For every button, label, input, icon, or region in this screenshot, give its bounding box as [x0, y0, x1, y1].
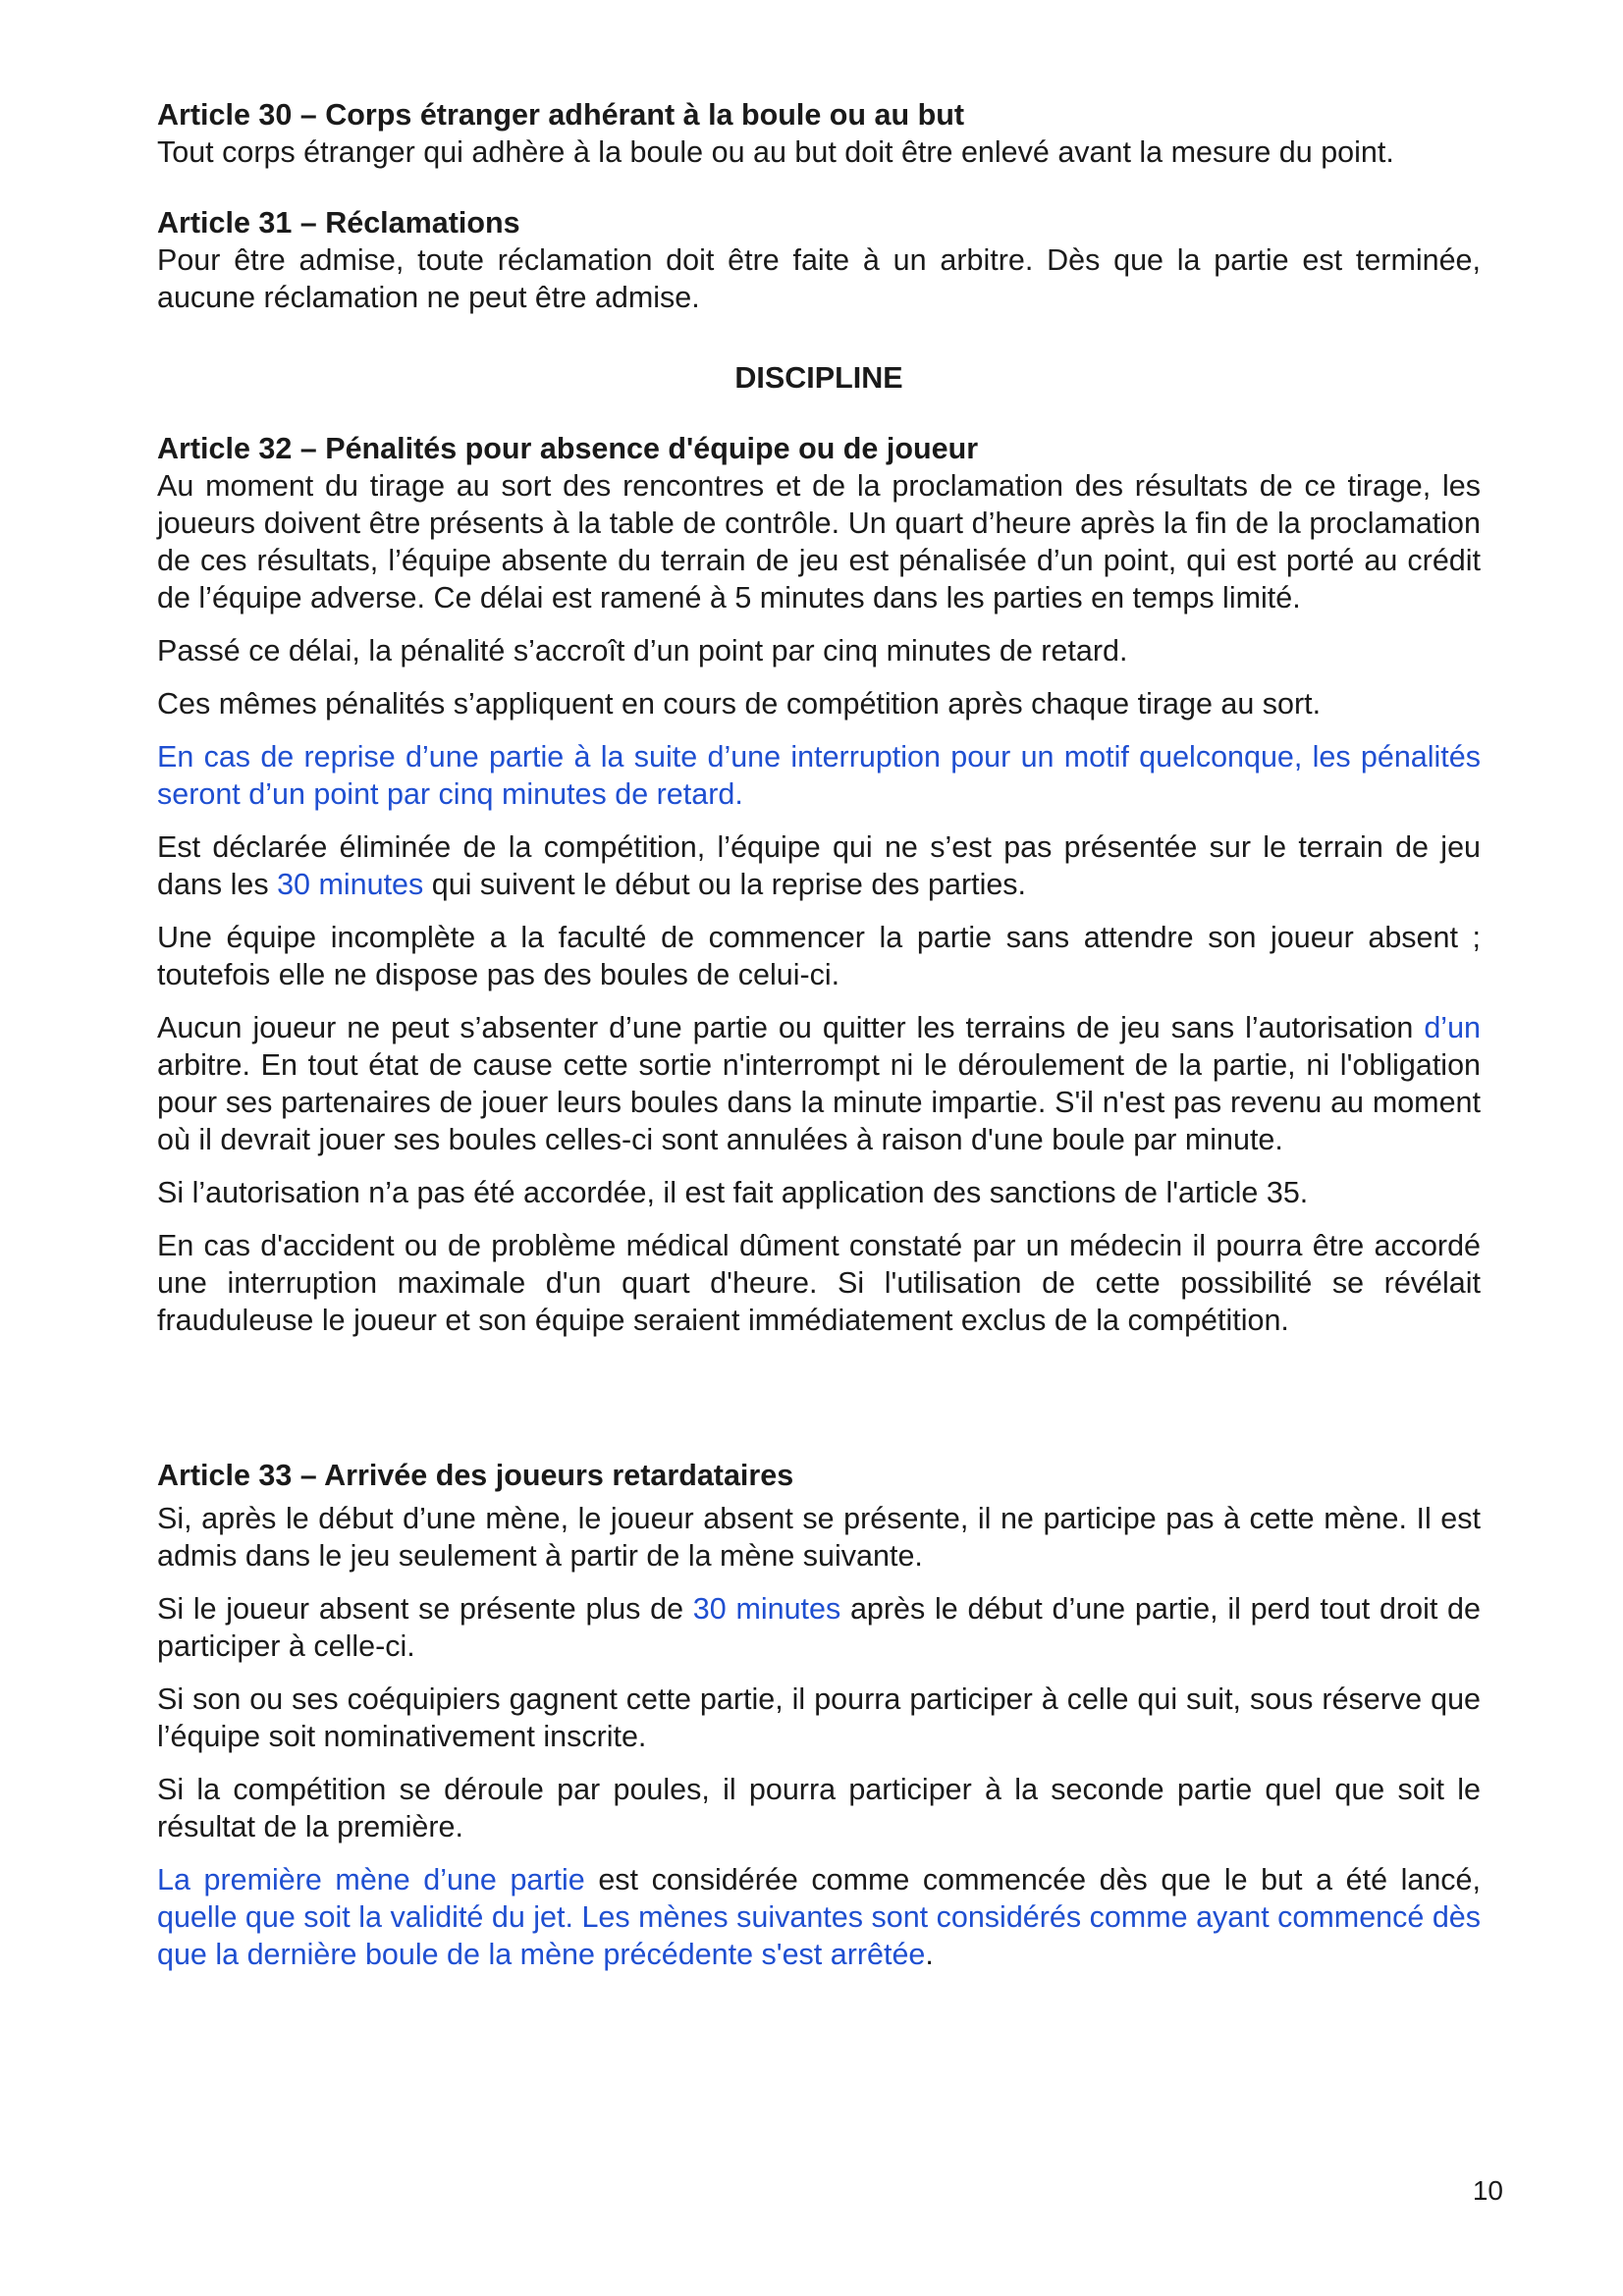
article-30-text: Tout corps étranger qui adhère à la boule ou au but doit être enlevé avant la mesure du point. [157, 135, 1394, 169]
article-31-title: Article 31 – Réclamations [157, 206, 520, 240]
page-number: 10 [1472, 2175, 1503, 2206]
article-32-paragraph-4: En cas de reprise d’une partie à la suite d’une interruption pour un motif quelconque, les pénalités seront d’un point par cinq minutes de retard. [157, 740, 1481, 811]
article-32-paragraph-5 [157, 828, 1481, 903]
article-33-paragraph-3: Si son ou ses coéquipiers gagnent cette partie, il pourra participer à celle qui suit, sous réserve que l’équipe soit nominativement inscrite. [157, 1682, 1481, 1753]
text-run: . [925, 1938, 934, 1971]
article-33-paragraph-4: Si la compétition se déroule par poules, il pourra participer à la seconde partie quel que soit le résultat de la première. [157, 1773, 1481, 1843]
article-32-paragraph-2: Passé ce délai, la pénalité s’accroît d’un point par cinq minutes de retard. [157, 634, 1128, 667]
text-run: arbitre. En tout état de cause cette sortie n'interrompt ni le déroulement de la partie, ni l'obligation pour ses partenaires de jouer leurs boules dans la minute impartie. S'il n'est pas revenu au moment où il devrait jouer ses boules celles-ci sont annulées à raison d'une boule par minute. [157, 1048, 1481, 1156]
article-33-paragraph-5 [157, 1861, 1481, 1973]
text-run: après le début d’une partie, il perd tout droit de participer à celle-ci. [157, 1592, 1481, 1663]
highlighted-text: La première mène d’une partie [157, 1863, 585, 1896]
article-33-paragraph-2 [157, 1590, 1481, 1665]
article-32-paragraph-1: Au moment du tirage au sort des rencontres et de la proclamation des résultats de ce tirage, les joueurs doivent être présents à la table de contrôle. Un quart d’heure après la fin de la proclamation de ces résultats, l’équipe absente du terrain de jeu est pénalisée d’un point, qui est porté au crédit de l’équipe adverse. Ce délai est ramené à 5 minutes dans les parties en temps limité. [157, 469, 1481, 614]
text-run: qui suivent le début ou la reprise des parties. [423, 868, 1027, 901]
article-32-paragraph-3: Ces mêmes pénalités s’appliquent en cours de compétition après chaque tirage au sort. [157, 687, 1322, 721]
document-page [157, 96, 1481, 1973]
article-30-title: Article 30 – Corps étranger adhérant à la boule ou au but [157, 98, 964, 132]
article-32-paragraph-8: Si l’autorisation n’a pas été accordée, il est fait application des sanctions de l'article 35. [157, 1176, 1309, 1209]
article-33-paragraph-1: Si, après le début d’une mène, le joueur absent se présente, il ne participe pas à cette mène. Il est admis dans le jeu seulement à partir de la mène suivante. [157, 1502, 1481, 1573]
highlighted-text: 30 minutes [277, 868, 424, 901]
section-title-discipline: DISCIPLINE [734, 361, 903, 395]
text-run: Est déclarée éliminée de la compétition, l’équipe qui ne s’est pas présentée sur le terrain de jeu dans les [157, 830, 1481, 901]
text-run: Si le joueur absent se présente plus de [157, 1592, 693, 1626]
article-32-paragraph-7 [157, 1009, 1481, 1158]
article-31-text: Pour être admise, toute réclamation doit être faite à un arbitre. Dès que la partie est terminée, aucune réclamation ne peut être admise. [157, 243, 1481, 314]
article-33-title: Article 33 – Arrivée des joueurs retardataires [157, 1459, 794, 1492]
article-32-paragraph-6: Une équipe incomplète a la faculté de commencer la partie sans attendre son joueur absent ; toutefois elle ne dispose pas des boules de celui-ci. [157, 921, 1481, 991]
highlighted-text: d’un [1424, 1011, 1481, 1044]
article-32-title: Article 32 – Pénalités pour absence d'équipe ou de joueur [157, 432, 979, 465]
text-run: est considérée comme commencée dès que le but a été lancé, [584, 1863, 1481, 1896]
highlighted-text: 30 minutes [692, 1592, 841, 1626]
highlighted-text: quelle que soit la validité du jet. Les mènes suivantes sont considérés comme ayant commencé dès que la dernière boule de la mène précédente s'est arrêtée [157, 1900, 1481, 1971]
article-32-paragraph-9: En cas d'accident ou de problème médical dûment constaté par un médecin il pourra être accordé une interruption maximale d'un quart d'heure. Si l'utilisation de cette possibilité se révélait frauduleuse le joueur et son équipe seraient immédiatement exclus de la compétition. [157, 1229, 1481, 1337]
text-run: Aucun joueur ne peut s’absenter d’une partie ou quitter les terrains de jeu sans l’autorisation [157, 1011, 1425, 1044]
